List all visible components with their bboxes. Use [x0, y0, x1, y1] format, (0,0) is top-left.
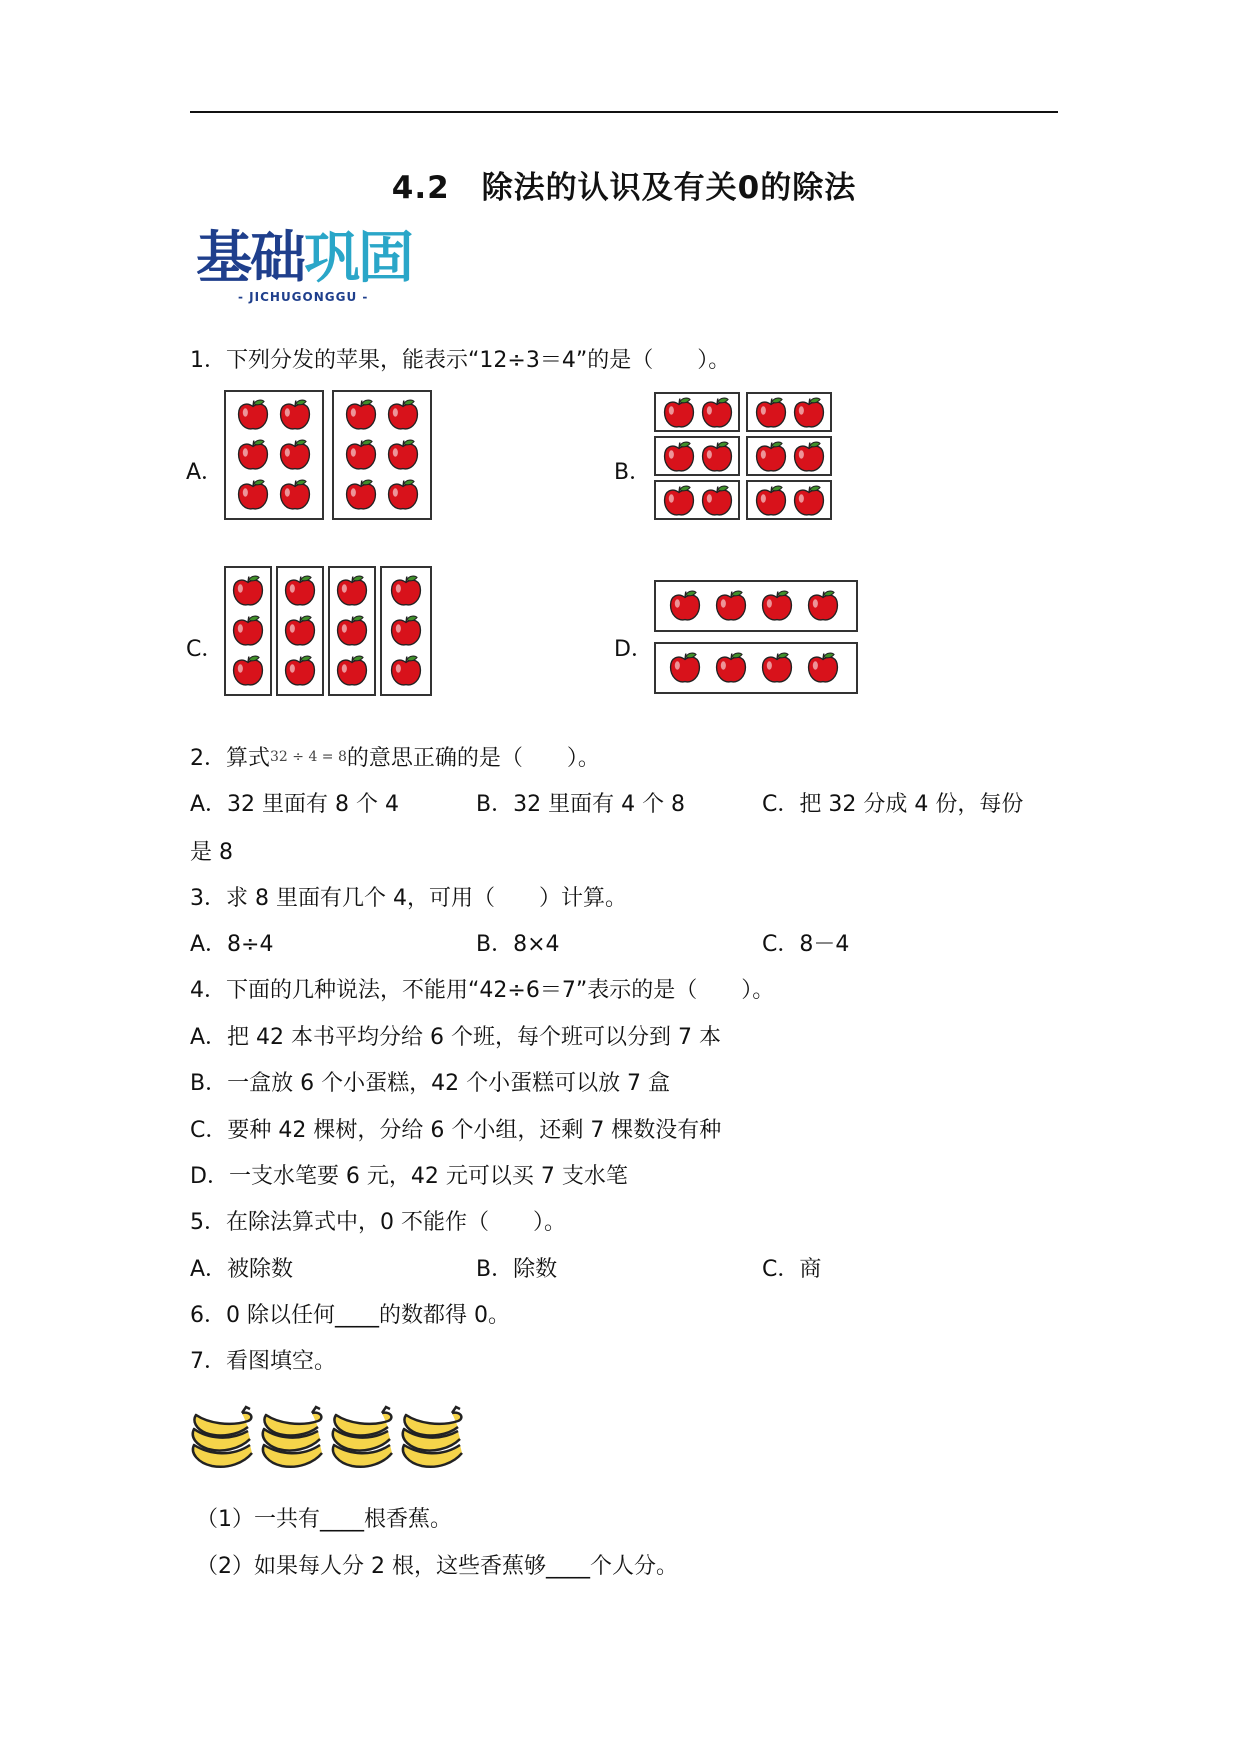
q4-option-b[interactable]: B．一盒放 6 个小蛋糕，42 个小蛋糕可以放 7 盒: [190, 1071, 671, 1096]
apple-icon: [335, 574, 369, 608]
q1-stem: 1．下列分发的苹果，能表示“12÷3＝4”的是（ ）。: [190, 348, 731, 373]
q1-b-group-1: [654, 392, 740, 432]
logo-text: 基础巩固: [196, 226, 412, 291]
apple-icon: [754, 484, 788, 518]
q5-option-c[interactable]: C．商: [762, 1257, 822, 1282]
q6-stem: 6．0 除以任何____的数都得 0。: [190, 1303, 510, 1328]
apple-icon: [806, 651, 840, 685]
apple-icon: [754, 440, 788, 474]
apple-icon: [335, 614, 369, 648]
q1-d-group-1: [654, 580, 858, 632]
q4-option-a[interactable]: A．把 42 本书平均分给 6 个班，每个班可以分到 7 本: [190, 1025, 721, 1050]
banana-bunch-icon: [326, 1405, 396, 1475]
q2-option-b[interactable]: B．32 里面有 4 个 8: [476, 792, 686, 817]
apple-icon: [231, 574, 265, 608]
apple-icon: [236, 478, 270, 512]
logo-subtitle: - JICHUGONGGU -: [238, 290, 369, 304]
q1-a-group-2: [332, 390, 432, 520]
apple-icon: [236, 438, 270, 472]
q1-b-group-4: [746, 436, 832, 476]
q1-d-group-2: [654, 642, 858, 694]
q5-stem: 5．在除法算式中，0 不能作（ ）。: [190, 1210, 566, 1235]
q7-stem: 7．看图填空。: [190, 1349, 336, 1374]
apple-icon: [668, 651, 702, 685]
apple-icon: [236, 398, 270, 432]
q4-option-c[interactable]: C．要种 42 棵树，分给 6 个小组，还剩 7 棵数没有种: [190, 1118, 722, 1143]
q3-stem: 3．求 8 里面有几个 4，可用（ ）计算。: [190, 886, 627, 911]
apple-icon: [231, 614, 265, 648]
apple-icon: [792, 484, 826, 518]
apple-icon: [714, 651, 748, 685]
apple-icon: [278, 398, 312, 432]
apple-icon: [806, 589, 840, 623]
apple-icon: [344, 398, 378, 432]
q1-c-group-1: [224, 566, 272, 696]
apple-icon: [344, 438, 378, 472]
page-title: 4.2 除法的认识及有关0的除法: [391, 170, 857, 206]
apple-icon: [231, 654, 265, 688]
q2-option-a[interactable]: A．32 里面有 8 个 4: [190, 792, 400, 817]
banana-bunch-icon: [256, 1405, 326, 1475]
apple-icon: [386, 478, 420, 512]
apple-icon: [283, 654, 317, 688]
section-logo: [196, 228, 426, 308]
banana-bunch-icon: [396, 1405, 466, 1475]
q2-equation: 32 ÷ 4 = 8: [270, 749, 347, 765]
q1-b-group-6: [746, 480, 832, 520]
apple-icon: [792, 396, 826, 430]
q7-sub1: （1）一共有____根香蕉。: [196, 1507, 452, 1532]
apple-icon: [278, 478, 312, 512]
q2-option-c[interactable]: C．把 32 分成 4 份，每份: [762, 792, 1024, 817]
apple-icon: [760, 589, 794, 623]
q1-option-b-label[interactable]: B．: [614, 460, 652, 485]
q7-sub2: （2）如果每人分 2 根，这些香蕉够____个人分。: [196, 1554, 678, 1579]
apple-icon: [760, 651, 794, 685]
q1-c-group-3: [328, 566, 376, 696]
apple-icon: [662, 484, 696, 518]
apple-icon: [668, 589, 702, 623]
q3-option-c[interactable]: C．8－4: [762, 932, 850, 957]
q3-option-b[interactable]: B．8×4: [476, 932, 560, 957]
q4-option-d[interactable]: D．一支水笔要 6 元，42 元可以买 7 支水笔: [190, 1164, 628, 1189]
apple-icon: [700, 484, 734, 518]
apple-icon: [714, 589, 748, 623]
header-rule: [190, 111, 1058, 113]
apple-icon: [283, 574, 317, 608]
q5-option-b[interactable]: B．除数: [476, 1257, 558, 1282]
q4-stem: 4．下面的几种说法，不能用“42÷6＝7”表示的是（ ）。: [190, 978, 775, 1003]
apple-icon: [344, 478, 378, 512]
apple-icon: [700, 440, 734, 474]
q5-option-a[interactable]: A．被除数: [190, 1257, 294, 1282]
q1-b-group-2: [746, 392, 832, 432]
banana-bunch-icon: [186, 1405, 256, 1475]
q2-stem: 2．算式32 ÷ 4 = 8的意思正确的是（ ）。: [190, 746, 600, 771]
apple-icon: [335, 654, 369, 688]
apple-icon: [389, 654, 423, 688]
apple-icon: [386, 438, 420, 472]
apple-icon: [662, 396, 696, 430]
apple-icon: [278, 438, 312, 472]
apple-icon: [386, 398, 420, 432]
q1-b-group-5: [654, 480, 740, 520]
q3-option-a[interactable]: A．8÷4: [190, 932, 274, 957]
apple-icon: [389, 614, 423, 648]
q1-c-group-2: [276, 566, 324, 696]
q1-a-group-1: [224, 390, 324, 520]
apple-icon: [792, 440, 826, 474]
banana-picture: [186, 1405, 476, 1475]
apple-icon: [283, 614, 317, 648]
q1-b-group-3: [654, 436, 740, 476]
q1-option-d-label[interactable]: D．: [614, 637, 653, 662]
q1-c-group-4: [380, 566, 432, 696]
apple-icon: [662, 440, 696, 474]
q1-option-c-label[interactable]: C．: [186, 637, 224, 662]
q2-option-c-continued: 是 8: [190, 840, 233, 865]
q1-option-a-label[interactable]: A．: [186, 460, 224, 485]
apple-icon: [700, 396, 734, 430]
apple-icon: [754, 396, 788, 430]
apple-icon: [389, 574, 423, 608]
